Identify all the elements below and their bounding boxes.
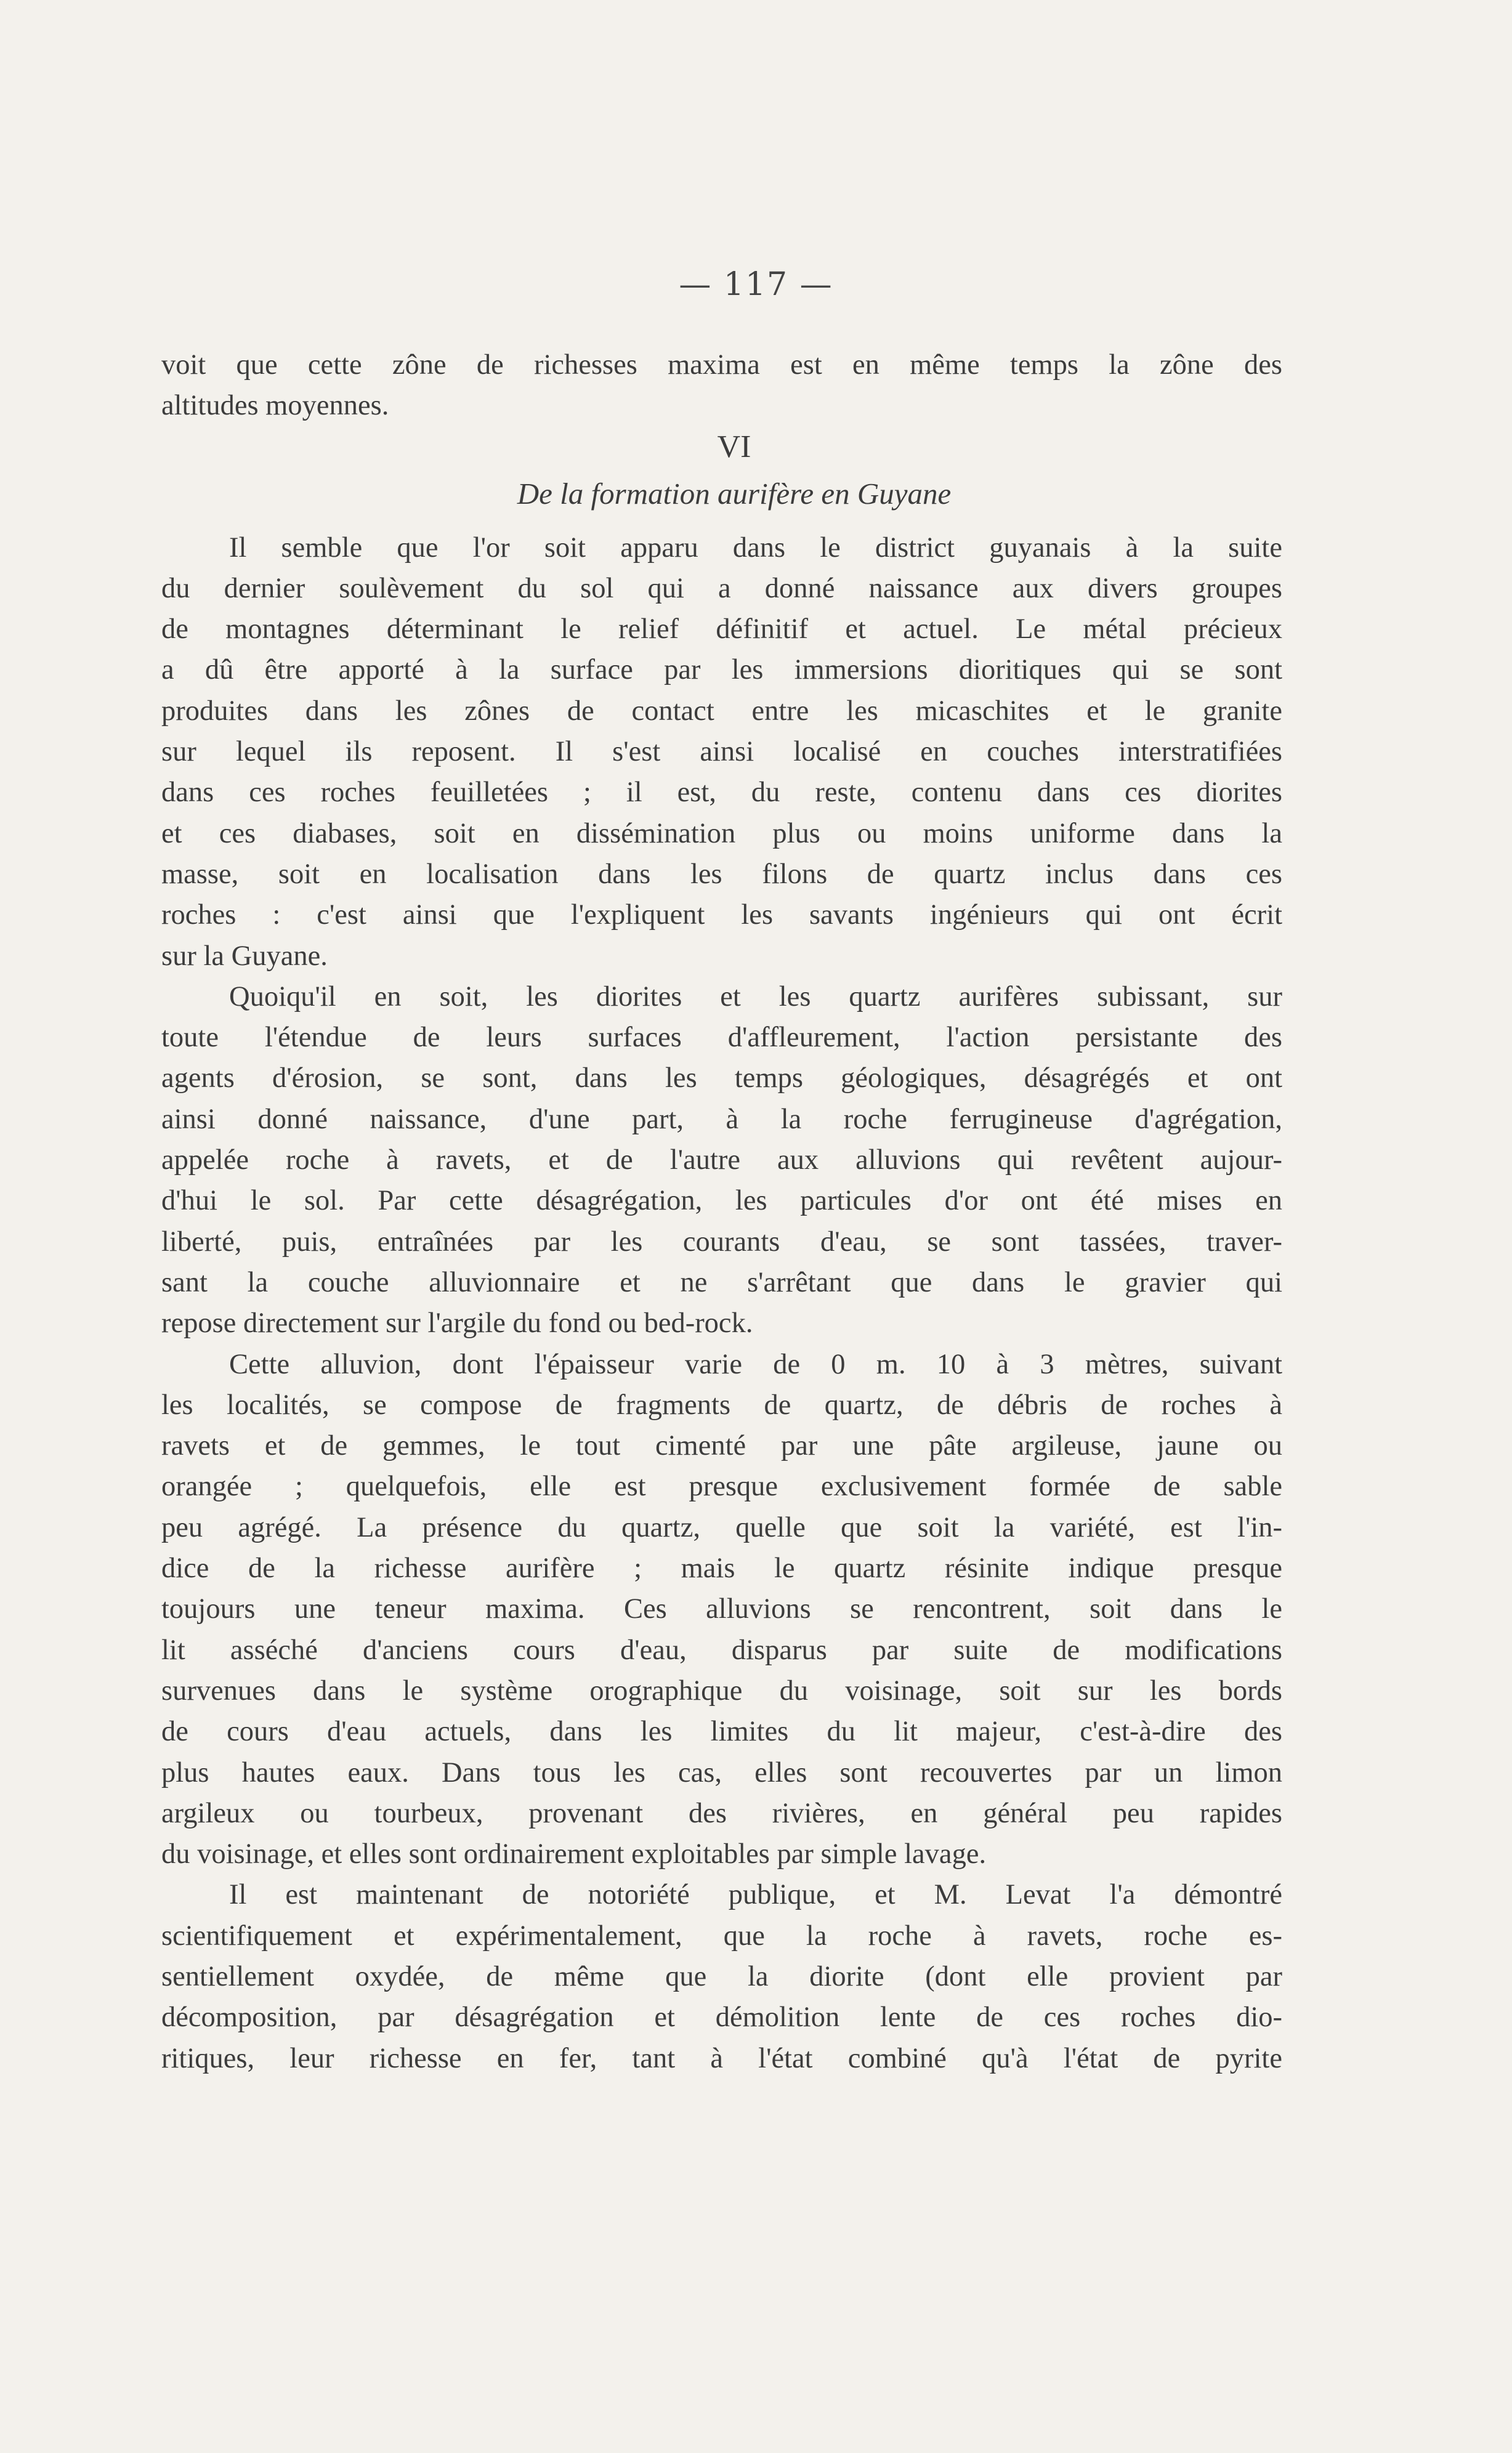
text-line: appelée roche à ravets, et de l'autre aux alluvions qui revêtent aujour-: [161, 1144, 1282, 1176]
text-line: a dû être apporté à la surface par les immersions dioritiques qui se sont: [161, 654, 1282, 686]
text-line: plus hautes eaux. Dans tous les cas, elles sont recouvertes par un limon: [161, 1756, 1282, 1788]
text-line: repose directement sur l'argile du fond ou bed-rock.: [161, 1307, 753, 1340]
text-line: orangée ; quelquefois, elle est presque exclusivement formée de sable: [161, 1471, 1282, 1503]
text-line: du dernier soulèvement du sol qui a donné naissance aux divers groupes: [161, 572, 1282, 604]
text-line: dans ces roches feuilletées ; il est, du reste, contenu dans ces diorites: [161, 777, 1282, 809]
text-line: décomposition, par désagrégation et démolition lente de ces roches dio-: [161, 2002, 1282, 2034]
text-line: survenues dans le système orographique du voisinage, soit sur les bords: [161, 1675, 1282, 1707]
text-line: d'hui le sol. Par cette désagrégation, les particules d'or ont été mises en: [161, 1185, 1282, 1217]
text-line: lit asséché d'anciens cours d'eau, disparus par suite de modifications: [161, 1634, 1282, 1666]
text-line: toute l'étendue de leurs surfaces d'affleurement, l'action persistante des: [161, 1022, 1282, 1054]
text-line: les localités, se compose de fragments de quartz, de débris de roches à: [161, 1389, 1282, 1421]
text-line: argileux ou tourbeux, provenant des rivières, en général peu rapides: [161, 1797, 1282, 1829]
page-number: — 117 —: [679, 266, 833, 303]
text-line: toujours une teneur maxima. Ces alluvions se rencontrent, soit dans le: [161, 1593, 1282, 1625]
text-line: du voisinage, et elles sont ordinairement exploitables par simple lavage.: [161, 1838, 987, 1870]
text-line: ainsi donné naissance, d'une part, à la roche ferrugineuse d'agrégation,: [161, 1103, 1282, 1135]
text-line: sur lequel ils reposent. Il s'est ainsi localisé en couches interstratifiées: [161, 736, 1282, 768]
text-line: sentiellement oxydée, de même que la diorite (dont elle provient par: [161, 1960, 1282, 1992]
text-line: ravets et de gemmes, le tout cimenté par une pâte argileuse, jaune ou: [161, 1430, 1282, 1462]
text-line: dice de la richesse aurifère ; mais le quartz résinite indique presque: [161, 1553, 1282, 1585]
text-line: masse, soit en localisation dans les filons de quartz inclus dans ces: [161, 858, 1282, 890]
text-line: de montagnes déterminant le relief définitif et actuel. Le métal précieux: [161, 613, 1282, 645]
text-line: peu agrégé. La présence du quartz, quelle que soit la variété, est l'in-: [161, 1511, 1282, 1543]
text-line: ritiques, leur richesse en fer, tant à l'état combiné qu'à l'état de pyrite: [161, 2042, 1282, 2074]
text-line: sant la couche alluvionnaire et ne s'arrêtant que dans le gravier qui: [161, 1266, 1282, 1298]
text-line: voit que cette zône de richesses maxima est en même temps la zône des: [161, 349, 1282, 381]
text-line: de cours d'eau actuels, dans les limites du lit majeur, c'est-à-dire des: [161, 1716, 1282, 1748]
section-heading: VI: [717, 429, 751, 464]
text-line: scientifiquement et expérimentalement, que la roche à ravets, roche es-: [161, 1920, 1282, 1952]
text-line: et ces diabases, soit en dissémination plus ou moins uniforme dans la: [161, 817, 1282, 849]
body-text: [161, 345, 1282, 2079]
text-line: altitudes moyennes.: [161, 390, 389, 422]
text-line: agents d'érosion, se sont, dans les temps géologiques, désagrégés et ont: [161, 1062, 1282, 1094]
text-line: Il semble que l'or soit apparu dans le district guyanais à la suite: [229, 531, 1282, 564]
text-line: Quoiqu'il en soit, les diorites et les quartz aurifères subissant, sur: [229, 980, 1282, 1012]
text-line: Cette alluvion, dont l'épaisseur varie de 0 m. 10 à 3 mètres, suivant: [229, 1348, 1282, 1380]
text-line: liberté, puis, entraînées par les courants d'eau, se sont tassées, traver-: [161, 1226, 1282, 1258]
text-line: roches : c'est ainsi que l'expliquent les savants ingénieurs qui ont écrit: [161, 899, 1282, 931]
section-title: De la formation aurifère en Guyane: [517, 476, 952, 511]
text-line: sur la Guyane.: [161, 940, 328, 972]
text-line: Il est maintenant de notoriété publique, et M. Levat l'a démontré: [229, 1879, 1282, 1911]
text-line: produites dans les zônes de contact entre les micaschites et le granite: [161, 695, 1282, 727]
